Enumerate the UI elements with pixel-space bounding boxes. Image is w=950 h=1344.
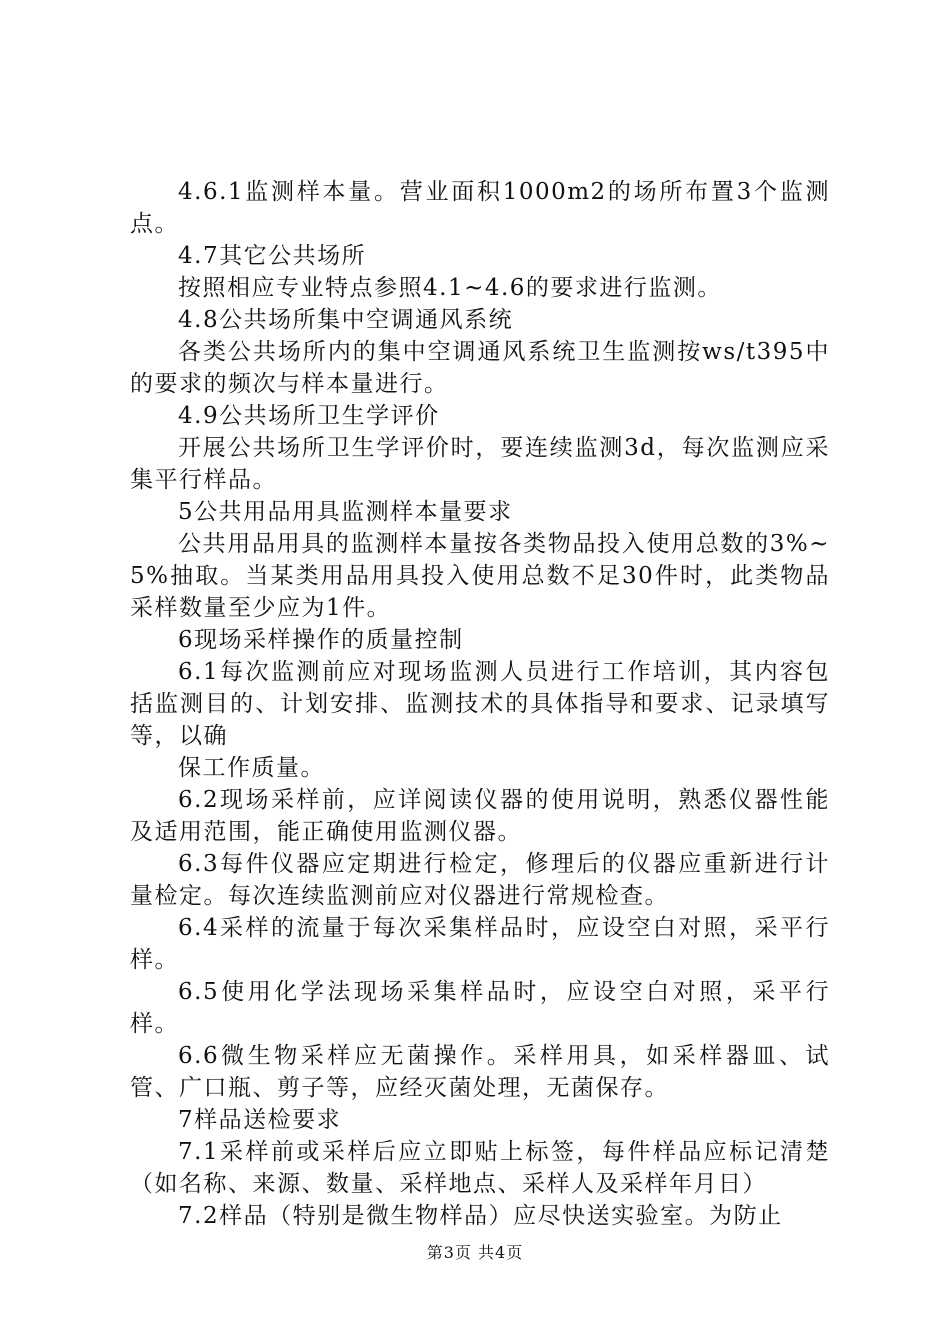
paragraph-4-6-1: 4.6.1监测样本量。营业面积1000m2的场所布置3个监测点。 [130, 179, 830, 237]
paragraph-6-6: 6.6微生物采样应无菌操作。采样用具，如采样器皿、试管、广口瓶、剪子等，应经灭菌处理，无菌保存。 [130, 1043, 830, 1101]
paragraph-7-2: 7.2样品（特别是微生物样品）应尽快送实验室。为防止 [178, 1203, 783, 1229]
paragraph-6-5: 6.5使用化学法现场采集样品时，应设空白对照，采平行样。 [130, 979, 830, 1037]
paragraph-4-7: 按照相应专业特点参照4.1~4.6的要求进行监测。 [178, 275, 722, 301]
section-heading-4-9: 4.9公共场所卫生学评价 [178, 403, 440, 429]
page-footer [0, 1240, 950, 1263]
section-heading-4-8: 4.8公共场所集中空调通风系统 [178, 307, 514, 333]
paragraph-6-4: 6.4采样的流量于每次采集样品时，应设空白对照，采平行样。 [130, 915, 830, 973]
document-body [130, 176, 830, 1232]
paragraph-6-2: 6.2现场采样前，应详阅读仪器的使用说明，熟悉仪器性能及适用范围，能正确使用监测仪器。 [130, 787, 830, 845]
paragraph-6-1: 6.1每次监测前应对现场监测人员进行工作培训，其内容包括监测目的、计划安排、监测技术的具体指导和要求、记录填写等，以确 [130, 659, 830, 749]
paragraph-5: 公共用品用具的监测样本量按各类物品投入使用总数的3%~5%抽取。当某类用品用具投入使用总数不足30件时，此类物品采样数量至少应为1件。 [130, 531, 830, 621]
section-heading-7: 7样品送检要求 [178, 1107, 342, 1133]
page-number-label: 第3页 共4页 [426, 1243, 524, 1262]
section-heading-5: 5公共用品用具监测样本量要求 [178, 499, 513, 525]
section-heading-6: 6现场采样操作的质量控制 [178, 627, 464, 653]
paragraph-6-1-continued: 保工作质量。 [178, 755, 325, 781]
paragraph-7-1: 7.1采样前或采样后应立即贴上标签，每件样品应标记清楚（如名称、来源、数量、采样地点、采样人及采样年月日） [130, 1139, 830, 1197]
paragraph-6-3: 6.3每件仪器应定期进行检定，修理后的仪器应重新进行计量检定。每次连续监测前应对仪器进行常规检查。 [130, 851, 830, 909]
paragraph-4-8: 各类公共场所内的集中空调通风系统卫生监测按ws/t395中的要求的频次与样本量进行。 [130, 339, 830, 397]
section-heading-4-7: 4.7其它公共场所 [178, 243, 367, 269]
paragraph-4-9: 开展公共场所卫生学评价时，要连续监测3d，每次监测应采集平行样品。 [130, 435, 830, 493]
